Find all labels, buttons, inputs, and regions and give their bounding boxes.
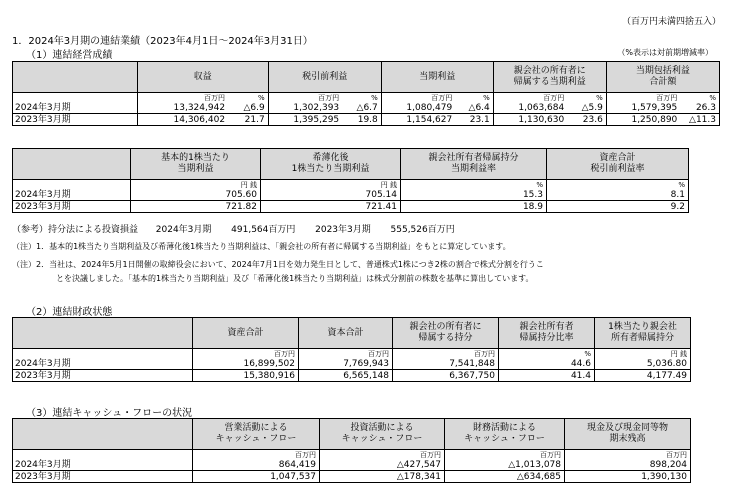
table-row — [13, 471, 691, 483]
per-share-header-basic-eps: 基本的1株当たり 当期利益 — [131, 149, 261, 180]
value-cell: 721.82 — [131, 201, 261, 213]
value-cell: 898,204 — [565, 459, 691, 471]
value-cell: 7,541,848 — [393, 358, 499, 370]
value-cell: 1,130,630 — [493, 114, 567, 126]
unit-cell: % — [342, 93, 381, 103]
value-cell: 1,047,537 — [193, 471, 320, 483]
value-cell: 7,769,943 — [299, 358, 393, 370]
value-cell: 13,324,942 — [137, 102, 228, 114]
cashflow-section-title: （3）連結キャッシュ・フローの状況 — [26, 408, 193, 419]
cashflow-header-operating: 営業活動による キャッシュ・フロー — [193, 419, 320, 450]
value-cell: 1,302,393 — [268, 102, 342, 114]
results-header-comprehensive: 当期包括利益 合計額 — [606, 62, 719, 93]
unit-cell: 円 銭 — [595, 349, 691, 359]
page-heading: 1．2024年3月期の連結業績（2023年4月1日～2024年3月31日） — [12, 36, 313, 47]
reference-label: （参考）持分法による投資損益 — [12, 225, 139, 235]
financial-header-assets: 資産合計 — [193, 318, 299, 349]
note-2-line-1: （注）2．当社は、2024年5月1日開催の取締役会において、2024年7月1日を効力発生日として、普通株式1株につき2株の割合で株式分割を行うこ — [12, 260, 544, 269]
row-label: 2024年3月期 — [13, 102, 138, 114]
pct-cell: 21.7 — [228, 114, 268, 126]
unit-cell: 百万円 — [137, 93, 228, 103]
unit-cell: 百万円 — [268, 93, 342, 103]
unit-cell: 百万円 — [320, 450, 445, 460]
results-section-title: （1）連結経営成績 — [26, 50, 113, 61]
pct-cell: 19.8 — [342, 114, 381, 126]
value-cell: 5,036.80 — [595, 358, 691, 370]
unit-cell: 百万円 — [193, 349, 299, 359]
unit-cell: % — [228, 93, 268, 103]
reference-value-1: 491,564百万円 — [231, 225, 296, 235]
value-cell: 8.1 — [547, 189, 689, 201]
pct-cell: 23.6 — [567, 114, 606, 126]
row-label: 2024年3月期 — [13, 358, 193, 370]
results-header-blank — [13, 62, 138, 93]
unit-cell: % — [401, 180, 547, 190]
value-cell: 15.3 — [401, 189, 547, 201]
pct-cell: △6.9 — [228, 102, 268, 114]
per-share-header-diluted-eps: 希薄化後 1株当たり当期利益 — [261, 149, 401, 180]
per-share-header-roe: 親会社所有者帰属持分 当期利益率 — [401, 149, 547, 180]
financial-header-equity-ratio: 親会社所有者 帰属持分比率 — [499, 318, 595, 349]
financial-header-equity: 資本合計 — [299, 318, 393, 349]
value-cell: 705.14 — [261, 189, 401, 201]
cashflow-header-investing: 投資活動による キャッシュ・フロー — [320, 419, 445, 450]
value-cell: 1,390,130 — [565, 471, 691, 483]
row-label: 2023年3月期 — [13, 201, 131, 213]
value-cell: 6,367,750 — [393, 370, 499, 382]
per-share-header-roa: 資産合計 税引前利益率 — [547, 149, 689, 180]
pct-note: （%表示は対前期増減率） — [617, 48, 713, 57]
value-cell: 705.60 — [131, 189, 261, 201]
value-cell: 15,380,916 — [193, 370, 299, 382]
unit-cell: % — [455, 93, 493, 103]
value-cell: 18.9 — [401, 201, 547, 213]
table-row — [13, 102, 720, 114]
note-2-line-2: とを決議しました。「基本的1株当たり当期利益」及び「希薄化後1株当たり当期利益」は株式分割前の株数を基準に算出しています。 — [56, 274, 534, 283]
cashflow-table — [12, 418, 691, 483]
value-cell: △1,013,078 — [445, 459, 565, 471]
unit-cell: 百万円 — [445, 450, 565, 460]
pct-cell: △11.3 — [680, 114, 719, 126]
results-table — [12, 61, 720, 126]
cashflow-header-cash-balance: 現金及び現金同等物 期末残高 — [565, 419, 691, 450]
table-row — [13, 358, 691, 370]
pct-cell: △5.9 — [567, 102, 606, 114]
financial-header-owner-equity: 親会社の所有者に 帰属する持分 — [393, 318, 499, 349]
row-label: 2023年3月期 — [13, 114, 138, 126]
unit-cell: % — [499, 349, 595, 359]
value-cell: △634,685 — [445, 471, 565, 483]
value-cell: 721.41 — [261, 201, 401, 213]
results-header-owner-net: 親会社の所有者に 帰属する当期利益 — [493, 62, 606, 93]
value-cell: 41.4 — [499, 370, 595, 382]
cashflow-header-financing: 財務活動による キャッシュ・フロー — [445, 419, 565, 450]
value-cell: 6,565,148 — [299, 370, 393, 382]
unit-cell: 百万円 — [493, 93, 567, 103]
unit-note: （百万円未満四捨五入） — [621, 17, 721, 27]
unit-cell: % — [567, 93, 606, 103]
value-cell: △427,547 — [320, 459, 445, 471]
unit-cell: 百万円 — [565, 450, 691, 460]
row-label: 2024年3月期 — [13, 459, 193, 471]
unit-cell: 円 銭 — [131, 180, 261, 190]
value-cell: 1,250,890 — [606, 114, 680, 126]
results-header-revenue: 収益 — [137, 62, 268, 93]
row-label: 2024年3月期 — [13, 189, 131, 201]
row-label: 2023年3月期 — [13, 370, 193, 382]
reference-item-1: 2024年3月期 — [155, 225, 212, 235]
pct-cell: △6.7 — [342, 102, 381, 114]
unit-cell: 円 銭 — [261, 180, 401, 190]
table-row — [13, 201, 689, 213]
value-cell: 1,080,479 — [381, 102, 455, 114]
value-cell: 1,063,684 — [493, 102, 567, 114]
table-row — [13, 370, 691, 382]
financial-header-bps: 1株当たり親会社 所有者帰属持分 — [595, 318, 691, 349]
value-cell: 44.6 — [499, 358, 595, 370]
pct-cell: △6.4 — [455, 102, 493, 114]
value-cell: 1,395,295 — [268, 114, 342, 126]
value-cell: 1,154,627 — [381, 114, 455, 126]
unit-cell: 百万円 — [299, 349, 393, 359]
note-1: （注）1．基本的1株当たり当期利益及び希薄化後1株当たり当期利益は、「親会社の所有者に帰属する当期利益」をもとに算定しています。 — [12, 242, 511, 251]
reference-line — [12, 222, 455, 235]
unit-cell: % — [547, 180, 689, 190]
pct-cell: 26.3 — [680, 102, 719, 114]
row-label: 2023年3月期 — [13, 471, 193, 483]
value-cell: 1,579,395 — [606, 102, 680, 114]
pct-cell: 23.1 — [455, 114, 493, 126]
table-row — [13, 114, 720, 126]
table-row — [13, 189, 689, 201]
value-cell: 4,177.49 — [595, 370, 691, 382]
unit-cell: 百万円 — [606, 93, 680, 103]
unit-cell: % — [680, 93, 719, 103]
financial-table — [12, 317, 691, 382]
value-cell: 16,899,502 — [193, 358, 299, 370]
value-cell: 864,419 — [193, 459, 320, 471]
value-cell: 14,306,402 — [137, 114, 228, 126]
results-header-net: 当期利益 — [381, 62, 493, 93]
financial-section-title: （2）連結財政状態 — [26, 307, 113, 318]
unit-cell: 百万円 — [193, 450, 320, 460]
reference-value-2: 555,526百万円 — [390, 225, 455, 235]
value-cell: 9.2 — [547, 201, 689, 213]
reference-item-2: 2023年3月期 — [315, 225, 371, 235]
results-header-pretax: 税引前利益 — [268, 62, 381, 93]
unit-cell: 百万円 — [393, 349, 499, 359]
unit-cell: 百万円 — [381, 93, 455, 103]
value-cell: △178,341 — [320, 471, 445, 483]
per-share-table — [12, 148, 689, 213]
table-row — [13, 459, 691, 471]
